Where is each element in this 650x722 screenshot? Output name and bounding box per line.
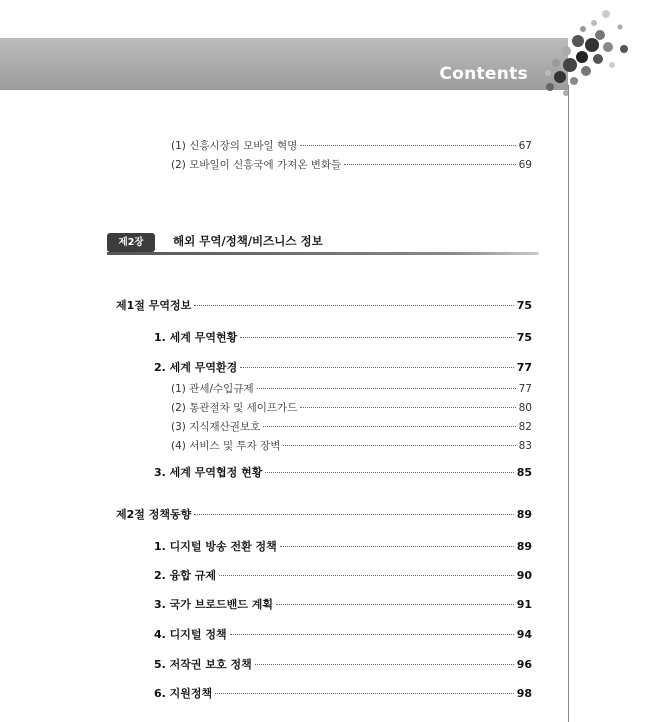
toc-label: 제1절 무역정보 <box>116 299 192 312</box>
toc-label: (4) 서비스 및 투자 장벽 <box>171 440 281 452</box>
toc-page: 77 <box>518 383 532 395</box>
toc-label: 3. 국가 브로드밴드 계획 <box>154 598 273 611</box>
toc-page: 89 <box>516 508 532 521</box>
dot-leader <box>194 304 513 306</box>
toc-label: 4. 디지털 정책 <box>154 628 227 641</box>
dot-leader <box>344 163 515 165</box>
dot-leader <box>263 425 515 427</box>
dot-leader <box>219 574 514 576</box>
toc-label: (2) 모바일이 신흥국에 가져온 변화들 <box>171 159 342 171</box>
toc-entry[interactable] <box>154 359 532 375</box>
toc-page: 85 <box>516 466 532 479</box>
dot-leader <box>265 471 513 473</box>
toc-entry[interactable] <box>154 656 532 672</box>
toc-page: 80 <box>518 402 532 414</box>
toc-page: 75 <box>516 331 532 344</box>
toc-label: 3. 세계 무역협정 현황 <box>154 466 263 479</box>
toc-label: (3) 지식재산권보호 <box>171 421 261 433</box>
dot-leader <box>283 444 515 446</box>
dot-leader <box>240 336 513 338</box>
header-band <box>0 38 568 90</box>
chapter-badge: 제2장 <box>107 233 155 252</box>
toc-entry[interactable] <box>171 419 532 434</box>
toc-page: 98 <box>516 687 532 700</box>
toc-page: 90 <box>516 569 532 582</box>
toc-page: 69 <box>518 159 532 171</box>
toc-section-entry[interactable] <box>116 297 532 313</box>
dot-leader <box>276 603 514 605</box>
toc-entry[interactable] <box>171 438 532 453</box>
toc-page: 77 <box>516 361 532 374</box>
toc-label: 2. 융합 규제 <box>154 569 216 582</box>
chapter-heading <box>107 229 539 255</box>
toc-entry[interactable] <box>171 157 532 172</box>
toc-page: 89 <box>516 540 532 553</box>
dot-leader <box>280 545 514 547</box>
chapter-underline <box>107 252 539 255</box>
toc-page: 94 <box>516 628 532 641</box>
toc-entry[interactable] <box>171 400 532 415</box>
toc-entry[interactable] <box>154 329 532 345</box>
toc-label: (1) 신흥시장의 모바일 혁명 <box>171 140 298 152</box>
toc-label: 1. 세계 무역현황 <box>154 331 238 344</box>
toc-entry[interactable] <box>154 685 532 701</box>
chapter-title: 해외 무역/정책/비즈니스 정보 <box>173 234 323 248</box>
toc-entry[interactable] <box>154 596 532 612</box>
dot-leader <box>240 366 513 368</box>
toc-page: 67 <box>518 140 532 152</box>
toc-label: 1. 디지털 방송 전환 정책 <box>154 540 277 553</box>
toc-entry[interactable] <box>171 381 532 396</box>
dot-leader <box>257 387 516 389</box>
dot-leader <box>255 663 514 665</box>
toc-entry[interactable] <box>154 626 532 642</box>
dot-leader <box>215 692 514 694</box>
dot-leader <box>230 633 514 635</box>
toc-label: 6. 지원정책 <box>154 687 213 700</box>
decorative-dots-icon <box>520 5 650 105</box>
toc-label: (2) 통관절차 및 세이프가드 <box>171 402 298 414</box>
dot-leader <box>194 513 513 515</box>
page-margin-line <box>568 85 569 722</box>
toc-label: 2. 세계 무역환경 <box>154 361 238 374</box>
toc-page: 82 <box>518 421 532 433</box>
dot-leader <box>300 406 515 408</box>
contents-title: Contents <box>439 64 528 84</box>
toc-label: (1) 관세/수입규제 <box>171 383 254 395</box>
toc-label: 5. 저작권 보호 정책 <box>154 658 252 671</box>
toc-page: 75 <box>516 299 532 312</box>
toc-label: 제2절 정책동향 <box>116 508 192 521</box>
toc-page: 91 <box>516 598 532 611</box>
toc-entry[interactable] <box>154 464 532 480</box>
toc-section-entry[interactable] <box>116 506 532 522</box>
toc-page: 83 <box>518 440 532 452</box>
toc-entry[interactable] <box>171 138 532 153</box>
toc-entry[interactable] <box>154 538 532 554</box>
dot-leader <box>300 144 515 146</box>
toc-entry[interactable] <box>154 567 532 583</box>
toc-page: 96 <box>516 658 532 671</box>
